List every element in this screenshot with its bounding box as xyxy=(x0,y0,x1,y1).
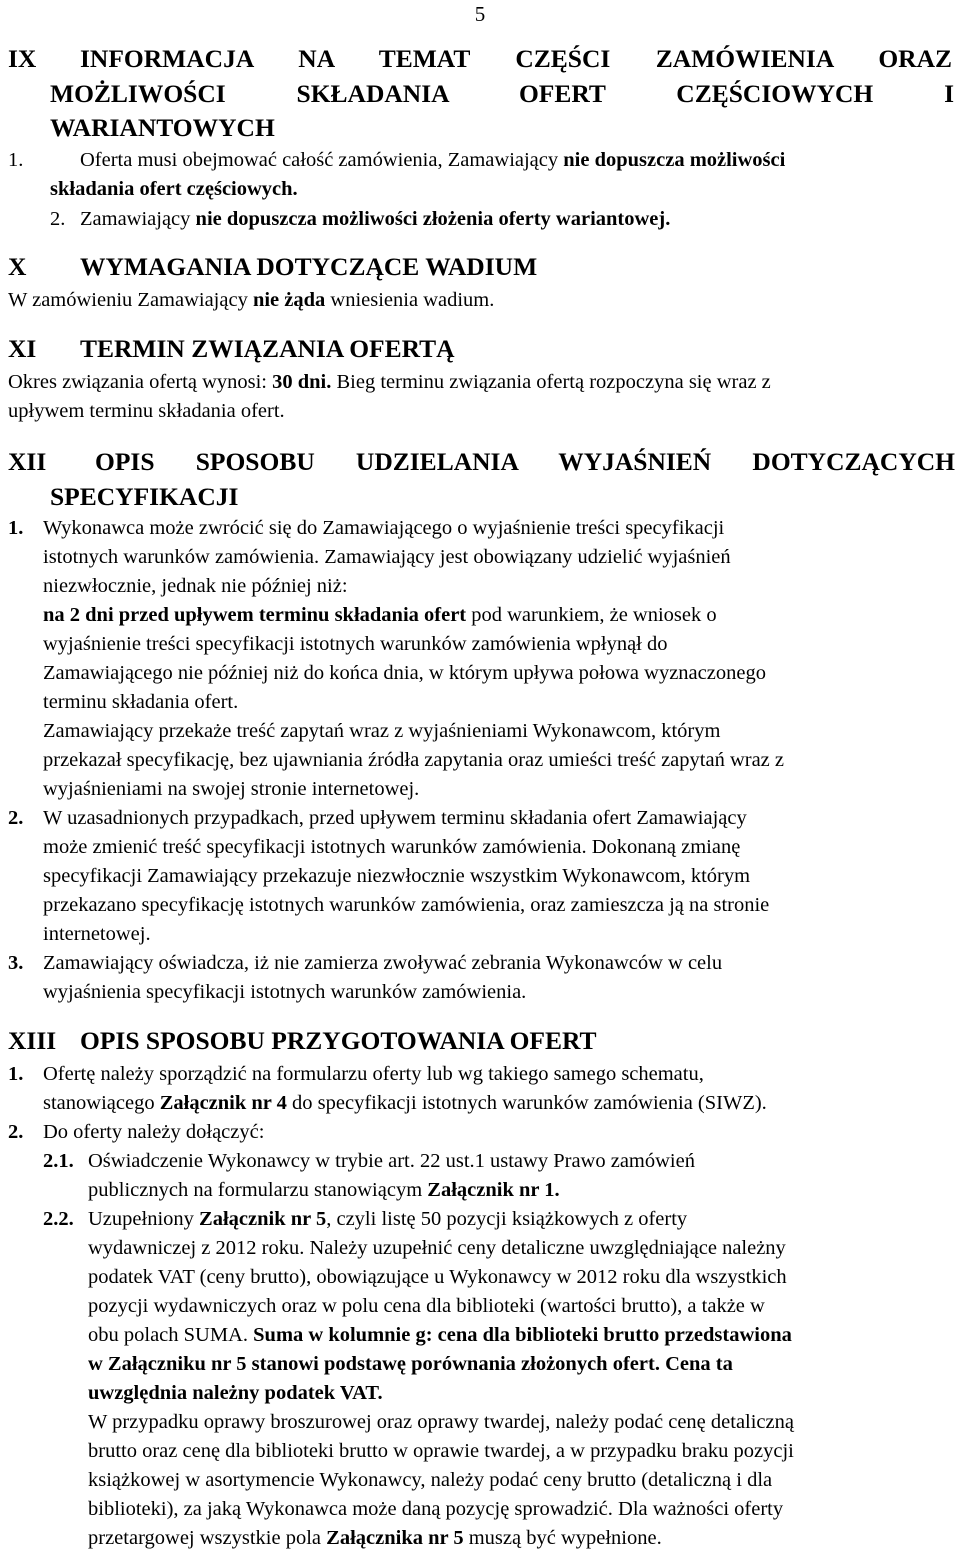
section-10-text-c: wniesienia wadium. xyxy=(325,289,495,311)
section-12-number: XII xyxy=(8,447,47,476)
section-12-deadline-rest: pod warunkiem, że wniosek o xyxy=(466,604,717,626)
section-12-item-1-line-9: przekazał specyfikację, bez ujawniania źródła zapytania oraz umieści treść zapytań wraz z xyxy=(43,749,785,771)
section-13-item-2-1-text-a: publicznych na formularzu stanowiącym xyxy=(88,1179,428,1201)
section-13-item-2-1-number: 2.1. xyxy=(43,1150,74,1172)
section-13-item-2-2-suma-bold: Suma w kolumnie g: cena dla biblioteki brutto przedstawiona xyxy=(253,1324,792,1346)
section-9-item-1-cont: składania ofert częściowych. xyxy=(50,178,298,200)
section-13-item-2-2-text-c: , czyli listę 50 pozycji książkowych z oferty xyxy=(326,1208,688,1230)
section-12-item-1-line-10: wyjaśnieniami na swojej stronie internetowej. xyxy=(43,778,420,800)
section-11-number: XI xyxy=(8,334,37,363)
section-10-text-bold: nie żąda xyxy=(252,289,326,311)
section-13-item-2-2-line-5 xyxy=(88,1321,792,1350)
section-12-item-2-line-3: specyfikacji Zamawiający przekazuje niezwłocznie wszystkim Wykonawcom, którym xyxy=(43,865,751,887)
section-13-item-1-text-a: stanowiącego xyxy=(43,1092,160,1114)
section-13-item-2-2-line-9: brutto oraz cenę dla biblioteki brutto w oprawie twardej, a w przypadku braku pozycji xyxy=(88,1440,794,1462)
section-13-item-2-2-line-3: podatek VAT (ceny brutto), obowiązujące u Wykonawcy w 2012 roku dla wszystkich xyxy=(88,1266,787,1288)
section-12-item-3-line-1: Zamawiający oświadcza, iż nie zamierza zwoływać zebrania Wykonawców w celu xyxy=(43,952,723,974)
section-13-title: OPIS SPOSOBU PRZYGOTOWANIA OFERT xyxy=(80,1026,597,1055)
section-12-item-1-line-4 xyxy=(43,601,717,630)
section-13-item-2-2-text-a: Uzupełniony xyxy=(88,1208,200,1230)
section-12-item-1-line-3: niezwłocznie, jednak nie później niż: xyxy=(43,575,348,597)
section-9-item-2 xyxy=(80,205,670,234)
section-13-attachment-5-ref: Załącznika nr 5 xyxy=(326,1527,464,1549)
section-10-title: WYMAGANIA DOTYCZĄCE WADIUM xyxy=(80,252,538,281)
section-11-title: TERMIN ZWIĄZANIA OFERTĄ xyxy=(80,334,455,363)
section-12-item-1-line-5: wyjaśnienie treści specyfikacji istotnych warunków zamówienia wpłynął do xyxy=(43,633,668,655)
section-13-item-2-2-line-6: w Załączniku nr 5 stanowi podstawę porównania złożonych ofert. Cena ta xyxy=(88,1353,733,1375)
section-12-deadline-bold: na 2 dni przed upływem terminu składania ofert xyxy=(43,604,467,626)
section-13-item-2-number: 2. xyxy=(8,1121,24,1143)
section-9-item-2-text: Zamawiający xyxy=(80,208,196,230)
section-12-item-2-line-4: przekazano specyfikację istotnych warunków zamówienia, oraz zamieszcza ją na stronie xyxy=(43,894,770,916)
section-12-item-3-number: 3. xyxy=(8,952,24,974)
section-12-item-1-number: 1. xyxy=(8,517,24,539)
section-11-text xyxy=(8,368,771,397)
section-9-title-line-3: WARIANTOWYCH xyxy=(50,113,275,142)
section-9-item-1-number: 1. xyxy=(8,149,24,171)
section-12-item-1-line-7: terminu składania ofert. xyxy=(43,691,239,713)
section-11-text-line-2: upływem terminu składania ofert. xyxy=(8,400,285,422)
section-9-item-1 xyxy=(80,146,785,175)
section-13-item-2-2-line-11: biblioteki), za jaką Wykonawca może daną pozycję sprowadzić. Dla ważności oferty xyxy=(88,1498,784,1520)
section-10-number: X xyxy=(8,252,27,281)
section-13-item-1-line-2 xyxy=(43,1089,767,1118)
section-12-item-1-line-1: Wykonawca może zwrócić się do Zamawiającego o wyjaśnienie treści specyfikacji xyxy=(43,517,725,539)
section-13-item-2-2-number: 2.2. xyxy=(43,1208,74,1230)
section-13-item-2-2-line-2: wydawniczej z 2012 roku. Należy uzupełnić ceny detaliczne uwzględniające należny xyxy=(88,1237,786,1259)
section-13-item-1-line-1: Ofertę należy sporządzić na formularzu oferty lub wg takiego samego schematu, xyxy=(43,1063,704,1085)
section-9-item-2-number: 2. xyxy=(50,208,66,230)
section-11-text-a: Okres związania ofertą wynosi: xyxy=(8,371,273,393)
section-12-item-1-line-8: Zamawiający przekaże treść zapytań wraz z wyjaśnieniami Wykonawcom, którym xyxy=(43,720,721,742)
section-13-item-2-2-line-10: książkowej w asortymencie Wykonawcy, należy podać ceny brutto (detaliczną i dla xyxy=(88,1469,773,1491)
section-13-item-2-2-line-4: pozycji wydawniczych oraz w polu cena dla biblioteki (wartości brutto), a także w xyxy=(88,1295,765,1317)
section-13-item-2-2-text-a: przetargowej wszystkie pola xyxy=(88,1527,327,1549)
section-12-item-1-line-6: Zamawiającego nie później niż do końca dnia, w którym upływa połowa wyznaczonego xyxy=(43,662,766,684)
section-12-item-2-line-1: W uzasadnionych przypadkach, przed upływem terminu składania ofert Zamawiający xyxy=(43,807,747,829)
section-9-item-2-bold: nie dopuszcza możliwości złożenia oferty wariantowej. xyxy=(195,208,671,230)
section-9-item-1-text: Oferta musi obejmować całość zamówienia, Zamawiający xyxy=(80,149,564,171)
section-12-title-line-2: SPECYFIKACJI xyxy=(50,482,239,511)
section-13-item-2-line-1: Do oferty należy dołączyć: xyxy=(43,1121,265,1143)
section-12-item-3-line-2: wyjaśnienia specyfikacji istotnych warunków zamówienia. xyxy=(43,981,527,1003)
section-13-item-2-2-line-1 xyxy=(88,1205,687,1234)
section-11-text-c: Bieg terminu związania ofertą rozpoczyna się wraz z xyxy=(331,371,771,393)
section-9-title-line-1: INFORMACJA NA TEMAT CZĘŚCI ZAMÓWIENIA ORAZ xyxy=(80,44,952,73)
section-10-text-a: W zamówieniu Zamawiający xyxy=(8,289,253,311)
section-13-attachment-4: Załącznik nr 4 xyxy=(159,1092,287,1114)
section-9-item-1-bold: nie dopuszcza możliwości xyxy=(563,149,786,171)
section-13-item-2-2-line-8: W przypadku oprawy broszurowej oraz oprawy twardej, należy podać cenę detaliczną xyxy=(88,1411,794,1433)
section-12-item-2-line-5: internetowej. xyxy=(43,923,151,945)
section-13-item-2-1-line-1: Oświadczenie Wykonawcy w trybie art. 22 ust.1 ustawy Prawo zamówień xyxy=(88,1150,695,1172)
page-number: 5 xyxy=(474,2,486,26)
section-13-attachment-1: Załącznik nr 1. xyxy=(427,1179,560,1201)
section-13-attachment-5: Załącznik nr 5 xyxy=(199,1208,327,1230)
section-12-title-line-1: OPIS SPOSOBU UDZIELANIA WYJAŚNIEŃ DOTYCZĄCYCH xyxy=(95,447,955,476)
section-13-item-2-2-line-7: uwzględnia należny podatek VAT. xyxy=(88,1382,383,1404)
section-12-item-2-number: 2. xyxy=(8,807,24,829)
section-12-item-1-line-2: istotnych warunków zamówienia. Zamawiający jest obowiązany udzielić wyjaśnień xyxy=(43,546,731,568)
section-13-item-1-number: 1. xyxy=(8,1063,24,1085)
section-13-item-1-text-c: do specyfikacji istotnych warunków zamówienia (SIWZ). xyxy=(286,1092,767,1114)
section-11-text-bold: 30 dni. xyxy=(272,371,332,393)
section-9-title-line-2: MOŻLIWOŚCI SKŁADANIA OFERT CZĘŚCIOWYCH I xyxy=(50,79,954,108)
section-12-item-2-line-2: może zmienić treść specyfikacji istotnych warunków zamówienia. Dokonaną zmianę xyxy=(43,836,741,858)
section-13-item-2-2-text-c: muszą być wypełnione. xyxy=(463,1527,662,1549)
section-10-text xyxy=(8,286,494,315)
section-13-item-2-1-line-2 xyxy=(88,1176,560,1205)
section-9-number: IX xyxy=(8,44,37,73)
section-13-item-2-2-suma: obu polach SUMA. xyxy=(88,1324,254,1346)
section-13-item-2-2-line-12 xyxy=(88,1524,662,1553)
section-13-number: XIII xyxy=(8,1026,57,1055)
